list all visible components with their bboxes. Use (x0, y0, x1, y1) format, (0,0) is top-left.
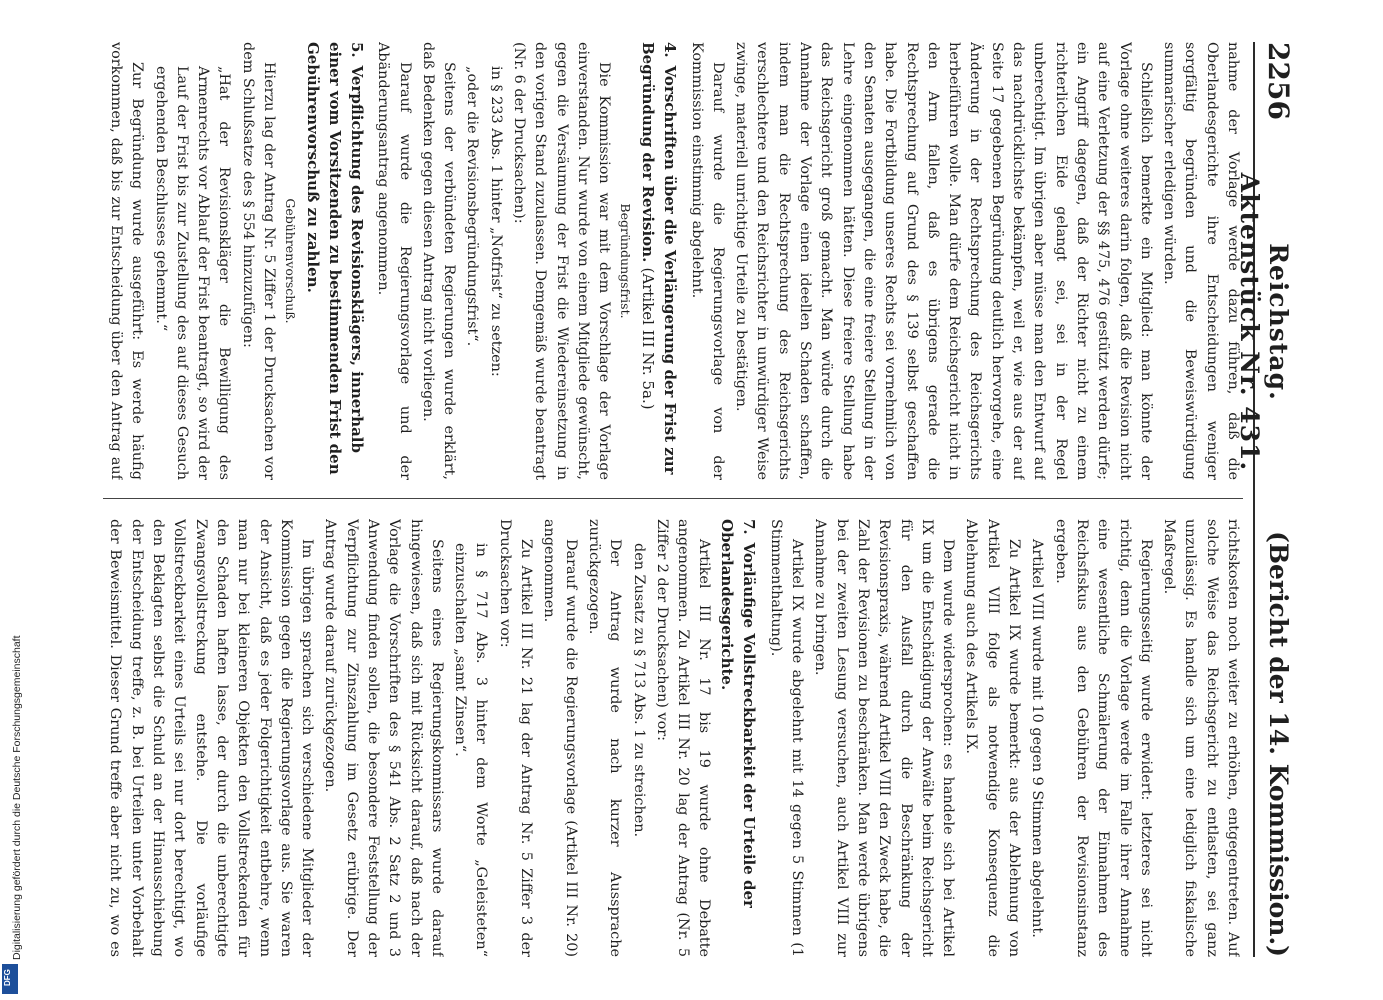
column-divider (103, 498, 1243, 499)
section-title: Vorläufige Vollstreckbarkeit der Urteile der Oberlandesgerichte. (718, 519, 759, 908)
section-heading-5 (302, 42, 368, 480)
dfg-logo (2, 964, 18, 994)
page-title: Reichstag. Aktenstück Nr. 431. (1235, 172, 1293, 472)
page-header (1235, 42, 1299, 957)
section-heading-4 (637, 42, 681, 480)
paragraph: „oder die Revisionsbegründungsfrist“. (464, 66, 481, 347)
paragraph: Artikel IX wurde abgelehnt mit 14 gegen 5 Stimmen (1 Stimmenthaltung). (767, 519, 806, 957)
paragraph: Artikel VIII wurde mit 10 gegen 9 Stimmen abgelehnt. (1029, 539, 1046, 938)
section-title: Vorschriften über die Verlängerung der Frist zur Begründung der Revision. (639, 42, 680, 475)
section-number: 5. (348, 42, 367, 58)
paragraph: richtskosten noch weiter zu erhöhen, entgegentreten. Auf solche Weise das Reichsgericht zu entlasten, sei ganz unzulässig. Es handle sich um eine lediglich fiskalische Maßregel. (1161, 519, 1241, 957)
paragraph: Im übrigen sprachen sich verschiedene Mitglieder der Kommission gegen die Regierungsvorlage aus. Sie waren der Ansicht, daß es jeder Folgerichtigkeit entbehre, wenn man nur bei kleineren Objekten den Vollstreckenden für den Schaden haften lasse, der durch die unberechtigte Zwangsvollstreckung entstehe. Die vorläufige Vollstreckbarkeit eines Urteils sei nur dort berechtigt, wo den Beklagten selbst die Schuld an der Hinausschiebung der Entscheidung treffe, z. B. bei Urteilen unter Vorbehalt der Beweismittel. Dieser Grund treffe aber nicht zu, wo es (107, 519, 316, 957)
paragraph: Seitens der verbündeten Regierungen wurde erklärt, daß Bedenken gegen diesen Antrag nicht vorliegen. (419, 42, 458, 480)
paragraph: Seitens eines Regierungskommissars wurde darauf hingewiesen, daß sich mit Rücksicht darauf, daß nach der Vorlage die Vorschriften des § 541 Abs. 2 Satz 2 und 3 Anwendung finden sollen, die besondere Feststellung der Verpflichtung zur Zinszahlung im Gesetz erübrige. Der Antrag wurde darauf zurückgezogen. (322, 519, 445, 957)
paragraph: Dem wurde widersprochen: es handele sich bei Artikel IX um die Entschädigung der Anwälte beim Reichsgericht für den Ausfall durch die Beschränkung der Revisionspraxis, während Artikel VIII den Zweck habe, die Zahl der Revisionen zu beschränken. Man werde übrigens bei der zweiten Lesung versuchen, auch Artikel VIII zur Annahme zu bringen. (812, 519, 957, 957)
paragraph: Darauf wurde die Regierungsvorlage (Artikel III Nr. 20) angenommen. (541, 519, 579, 957)
dfg-logo-text: DFG (3, 969, 12, 986)
page-subtitle: (Bericht der 14. Kommission.) (1264, 531, 1293, 957)
paragraph: Die Kommission war mit dem Vorschlage der Vorlage einverstanden. Nur wurde von einem Mitgliede gewünscht, gegen die Versäumung der Frist die Wiedereinsetzung in den vorigen Stand zuzulassen. Demgemäß wurde beantragt (Nr. 6 der Drucksachen): (511, 42, 613, 480)
section-title: Verpflichtung des Revisionsklägers, innerhalb einer vom Vorsitzenden zu bestimmenden Frist den Gebührenvorschuß zu zahlen. (304, 42, 367, 475)
section-number: 7. (740, 519, 759, 535)
paragraph: Darauf wurde die Regierungsvorlage und der Abänderungsantrag angenommen. (375, 42, 413, 480)
left-column (103, 42, 1243, 480)
section-number: 4. (661, 42, 680, 58)
paragraph: Darauf wurde die Regierungsvorlage von der Kommission einstimmig abgelehnt. (688, 42, 726, 480)
margin-label: Gebührenvorschuß. (283, 198, 299, 324)
paragraph: „Hat der Revisionskläger die Bewilligung des Armenrechts vor Ablauf der Frist beantragt, so wird der Lauf der Frist bis zur Zustellung des auf dieses Gesuch ergehenden Beschlusses gehemmt.“ (152, 66, 233, 480)
margin-label: Begründungsfrist. (618, 203, 634, 319)
digitization-note: Digitalisierung gefördert durch die Deutsche Forschungsgemeinschaft (11, 635, 23, 960)
paragraph: in § 233 Abs. 1 hinter „Notfrist“ zu setzen: (487, 66, 504, 377)
section-heading-7 (716, 519, 760, 957)
paragraph: Hierzu lag der Antrag Nr. 5 Ziffer 1 der Drucksachen vor dem Schlußsatze des § 554 hinzuzufügen: (239, 42, 278, 480)
paragraph: nahme der Vorlage werde dazu führen, daß die Oberlandesgerichte ihre Entscheidungen weniger sorgfältig begründen und die Beweiswürdigung summarischer erledigen würden. (1161, 42, 1241, 480)
paragraph: Schließlich bemerkte ein Mitglied: man könnte der Vorlage ohne weiteres darin folgen, daß die Revision nicht auf eine Verletzung der §§ 475, 476 gestützt werden dürfe; ein Angriff dagegen, daß der Richter nicht zu einem richterlichen Eide gelangt sei, sei in der Regel unberechtigt. Im übrigen aber müsse man den Entwurf auf das nachdrücklichste bekämpfen, weil er, wie aus der auf Seite 17 gegebenen Begründung deutlich hervorgehe, eine Änderung in der Rechtsprechung des Reichsgerichts herbeiführen wolle. Man dürfe dem Reichsgericht nicht in den Arm fallen, daß es übrigens gerade die Rechtsprechung auf Grund des § 139 selbst geschaffen habe. Die Fortbildung unseres Rechts sei vornehmlich von den Senaten ausgegangen, die eine freiere Stellung in der Lehre eingenommen hätten. Diese freiere Stellung habe das Reichsgericht groß gemacht. Man würde durch die Annahme der Vorlage einen ideellen Schaden schaffen, indem man die Rechtsprechung des Reichsgerichts verschlechtere und den Reichsrichter in unwürdiger Weise zwinge, materiell unrichtige Urteile zu bestätigen. (733, 42, 1154, 480)
right-column (103, 519, 1243, 957)
paragraph: Artikel III Nr. 17 bis 19 wurde ohne Debatte angenommen. Zu Artikel III Nr. 20 lag der Antrag (Nr. 5 Ziffer 2 der Drucksachen) vor: (653, 519, 713, 957)
page-number: 2256 (1262, 42, 1295, 120)
paragraph: Zur Begründung wurde ausgeführt: Es werde häufig vorkommen, daß bis zur Entscheidung über den Antrag auf (107, 42, 146, 480)
paragraph: Zu Artikel III Nr. 21 lag der Antrag Nr. 5 Ziffer 3 der Drucksachen vor: (496, 519, 535, 957)
paragraph: den Zusatz zu § 713 Abs. 1 zu streichen. (630, 543, 647, 838)
digitization-sidebar (0, 0, 22, 1000)
document-page (94, 42, 1299, 957)
paragraph: Der Antrag wurde nach kurzer Aussprache zurückgezogen. (585, 519, 624, 957)
paragraph: in § 717 Abs. 3 hinter dem Worte „Geleisteten“ einzuschalten „samt Zinsen“. (452, 543, 490, 957)
paragraph: Regierungsseitig wurde erwidert: letzteres sei nicht richtig, denn die Vorlage werde im Falle ihrer Annahme eine wesentliche Schmälerung der Einnahmen des Reichsfiskus aus den Gebühren der Revisionsinstanz ergeben. (1052, 519, 1154, 957)
section-subtitle: (Artikel III Nr. 5a.) (639, 267, 658, 410)
paragraph: Zu Artikel IX wurde bemerkt: aus der Ablehnung von Artikel VIII folge als notwendige Konsequenz die Ablehnung auch des Artikels IX. (963, 519, 1023, 957)
